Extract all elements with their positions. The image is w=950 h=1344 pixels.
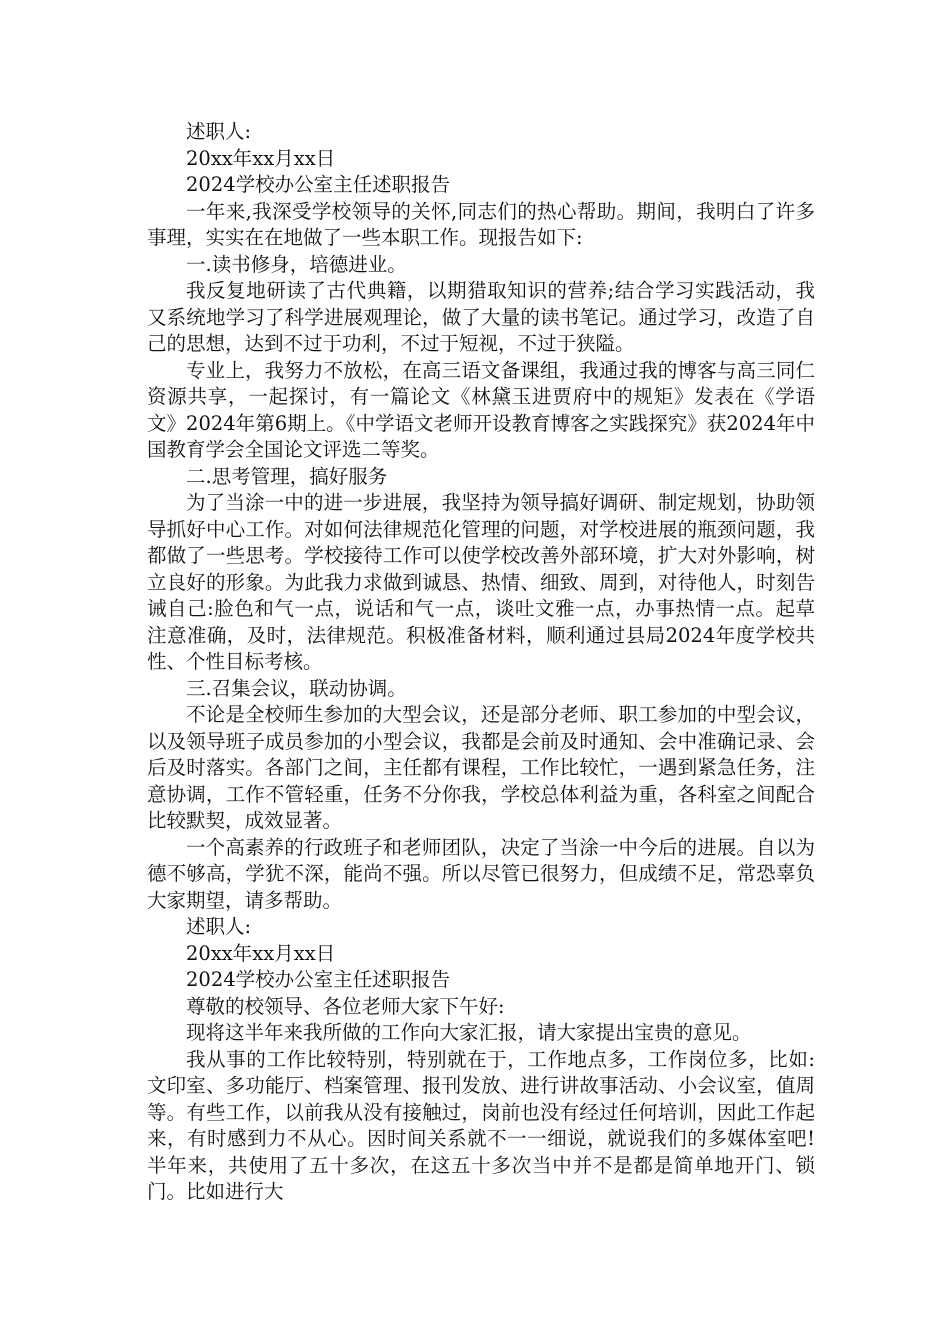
signature-label: 述职人: [186,120,252,143]
paragraph: 现将这半年来我所做的工作向大家汇报，请大家提出宝贵的意见。 [186,1021,752,1044]
section-heading: 一.读书修身，培德进业。 [186,252,407,276]
date-line: 20xx年xx月xx日 [186,941,336,965]
date-line: 20xx年xx月xx日 [186,146,336,170]
section-heading: 三.召集会议，联动协调。 [186,676,407,700]
report-title: 2024学校办公室主任述职报告 [186,173,451,196]
signature-label: 述职人: [186,915,252,938]
document-body [147,119,815,1206]
salutation: 尊敬的校领导、各位老师大家下午好: [186,994,505,1018]
paragraph: 我反复地研读了古代典籍，以期猎取知识的营养;结合学习实践活动，我又系统地学习了科学进展观理论，做了大量的读书笔记。通过学习，改造了自己的思想，达到不过于功利，不过于短视，不过于狭隘。 [147,279,815,355]
section-heading: 二.思考管理，搞好服务 [186,464,388,488]
paragraph: 不论是全校师生参加的大型会议，还是部分老师、职工参加的中型会议，以及领导班子成员参加的小型会议，我都是会前及时通知、会中准确记录、会后及时落实。各部门之间，主任都有课程，工作比较忙，一遇到紧急任务，注意协调，工作不管轻重，任务不分你我，学校总体利益为重，各科室之间配合比较默契，成效显著。 [147,703,815,832]
paragraph: 为了当涂一中的进一步进展，我坚持为领导搞好调研、制定规划，协助领导抓好中心工作。对如何法律规范化管理的问题，对学校进展的瓶颈问题，我都做了一些思考。学校接待工作可以使学校改善外部环境，扩大对外影响，树立良好的形象。为此我力求做到诚恳、热情、细致、周到，对待他人，时刻告诫自己:脸色和气一点，说话和气一点，谈吐文雅一点，办事热情一点。起草注意准确，及时，法律规范。积极准备材料，顺利通过县局2024年度学校共性、个性目标考核。 [147,491,815,673]
paragraph: 一年来,我深受学校领导的关怀,同志们的热心帮助。期间，我明白了许多事理，实实在在地做了一些本职工作。现报告如下: [147,199,815,249]
paragraph: 专业上，我努力不放松，在高三语文备课组，我通过我的博客与高三同仁资源共享，一起探讨，有一篇论文《林黛玉进贾府中的规矩》发表在《学语文》2024年第6期上。《中学语文老师开设教育博客之实践探究》获2024年中国教育学会全国论文评选二等奖。 [147,358,815,461]
paragraph: 一个高素养的行政班子和老师团队，决定了当涂一中今后的进展。自以为德不够高，学犹不深，能尚不强。所以尽管已很努力，但成绩不足，常恐辜负大家期望，请多帮助。 [147,835,815,912]
paragraph: 我从事的工作比较特别，特别就在于，工作地点多，工作岗位多，比如:文印室、多功能厅、档案管理、报刊发放、进行讲故事活动、小会议室，值周等。有些工作，以前我从没有接触过，岗前也没有经过任何培训，因此工作起来，有时感到力不从心。因时间关系就不一一细说，就说我们的多媒体室吧!半年来，共使用了五十多次，在这五十多次当中并不是都是简单地开门、锁门。比如进行大 [147,1047,815,1203]
report-title: 2024学校办公室主任述职报告 [186,968,451,991]
